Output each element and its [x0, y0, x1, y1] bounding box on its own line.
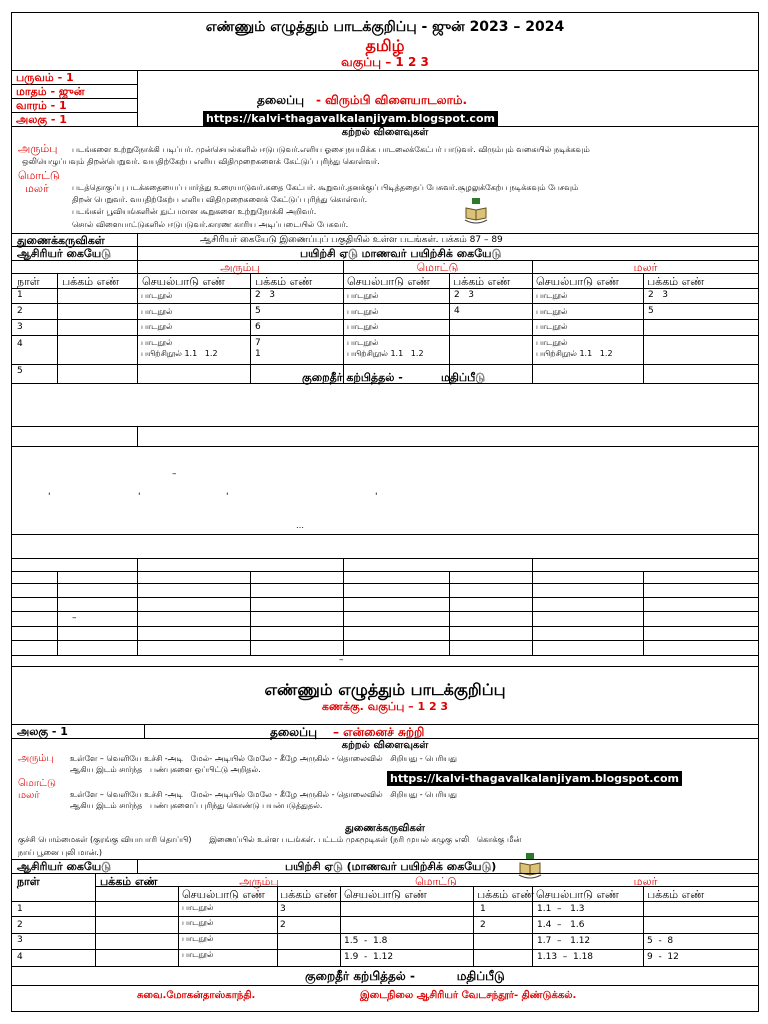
workbook-label: பயிற்சி ஏடு மாணவர் பயிற்சிக் கையேடு	[300, 247, 502, 260]
t2-row4-m-act: 1.9 - 1.12	[344, 952, 394, 962]
col-page-a: பக்கம் எண்	[255, 275, 313, 288]
section2-mottu-line-2: ஆகிய இடம் சார்ந்த பண்புகளைப் புரிந்து கொண்டு பயன்படுத்துதல்.	[70, 801, 323, 810]
t2-level-malar: மலர்	[633, 875, 658, 888]
t1-row4-day: 4	[17, 339, 23, 349]
t1-row4-a-pg: 7	[255, 338, 261, 348]
t2-row3-l-pg: 5 - 8	[647, 936, 674, 946]
t1-row2-a-act: பாடநூல்	[141, 307, 173, 316]
footer-role: இடைநிலை ஆசிரியர் வேடசந்தூர்- திண்டுக்கல்.	[360, 990, 577, 1001]
t1-row4-a-act: பாடநூல்	[141, 338, 173, 347]
t2-col-page-a: பக்கம் எண்	[280, 888, 338, 901]
t2-row1-a-act: பாடநூல்	[182, 903, 214, 912]
t1-remedial: குறைதீர் கற்பித்தல் - மதிப்பீடு	[302, 371, 486, 384]
t1-row1-a-act: பாடநூல்	[141, 291, 173, 300]
topic-value: - விரும்பி விளையாடலாம்.	[316, 93, 468, 107]
topic-label: தலைப்பு	[257, 93, 304, 107]
book-logo	[463, 198, 489, 228]
section2-malar-label: மலர்	[18, 790, 40, 801]
level-mottu: மொட்டு	[416, 261, 459, 274]
t1-row1-a-pg: 2 3	[255, 290, 276, 300]
col-page-m: பக்கம் எண்	[453, 275, 511, 288]
t2-row2-l-act: 1.4 – 1.6	[537, 920, 585, 930]
t2-row3-l-act: 1.7 – 1.12	[537, 936, 591, 946]
col-activity-l: செயல்பாடு எண்	[536, 275, 620, 288]
section2-arumbu-line-2: ஆகிய இடம் சார்ந்த பண்புகளை ஒப்பிட்டு அறிதல்.	[70, 765, 261, 774]
section2-arumbu-label: அரும்பு	[18, 753, 54, 764]
t1-row3-a-act: பாடநூல்	[141, 322, 173, 331]
section2-aids-line-1: குச்சி பொம்மைகள் (குரங்கு வியாபாரி தொப்பி) இணைப்பில் உள்ள படங்கள். பட்டம் முகமூடிகள் (நரி முயல் கழுகு எலி கொக்கு மீன்	[18, 835, 522, 844]
mottu-line-2: திறன் பெறுவர். வயதிற்கேற்ப எளிய விதிமுறைகளைக் கேட்டுப் புரிந்து கொள்வர்.	[72, 195, 368, 204]
stray-mark-1: '	[48, 492, 51, 502]
arumbu-line-1: படங்களை உற்றுநோக்கி படிப்பர். முன்செயல்களில் ஈடுபடுவர்.எளிய ஓசை நயமிக்க பாடலைக்கேட்பர் பாடுவர். விரும்பும் வகையில் நடிக்கவும்	[72, 145, 590, 154]
grade-label: வகுப்பு – 1 2 3	[341, 55, 429, 69]
t2-col-day: நாள்	[17, 875, 40, 888]
col-day: நாள்	[17, 275, 40, 288]
blog-url[interactable]: https://kalvi-thagavalkalanjiyam.blogspot.com	[203, 111, 498, 126]
t2-row3-m-act: 1.5 - 1.8	[344, 936, 388, 946]
t1-row3-m-act: பாடநூல்	[347, 322, 379, 331]
t1-row2-a-pg: 5	[255, 306, 261, 316]
t2-col-activity-l: செயல்பாடு எண்	[536, 888, 620, 901]
learning-heading: கற்றல் விளைவுகள்	[341, 127, 429, 138]
subject-title: தமிழ்	[365, 36, 405, 55]
meta-term: பருவம் - 1	[16, 71, 74, 84]
t2-row1-l-act: 1.1 – 1.3	[537, 904, 585, 914]
t1-row2-day: 2	[17, 306, 23, 316]
t1-row5-day: 5	[17, 366, 23, 376]
t2-col-page-m: பக்கம் எண்	[477, 888, 535, 901]
t2-row2-day: 2	[17, 920, 23, 930]
section2-mottu-label: மொட்டு	[18, 778, 56, 789]
t2-col-activity-m: செயல்பாடு எண்	[344, 888, 428, 901]
t1-row2-l-pg: 5	[648, 306, 654, 316]
section2-aids-heading: துணைக்கருவிகள்	[345, 823, 425, 834]
meta-unit: அலகு - 1	[16, 113, 67, 126]
t1-row1-m-act: பாடநூல்	[347, 291, 379, 300]
arumbu-label: அரும்பு	[18, 142, 58, 155]
t1-row4-m-act2: பயிற்சிநூல் 1.1 1.2	[347, 349, 424, 358]
t2-row2-a-act: பாடநூல்	[182, 918, 214, 927]
t2-row3-a-act: பாடநூல்	[182, 934, 214, 943]
col-page-l: பக்கம் எண்	[647, 275, 705, 288]
mottu-line-3: படங்கள் பூவியங்களின் நுட்பமான கூறுகளை உற்றுநோக்கி அறிவர்.	[72, 207, 317, 216]
t1-row4-a-pg2: 1	[255, 349, 261, 359]
section2-blog-url[interactable]: https://kalvi-thagavalkalanjiyam.blogspot.com	[387, 771, 682, 786]
col-activity-a: செயல்பாடு எண்	[142, 275, 226, 288]
t1-row1-day: 1	[17, 290, 23, 300]
section2-arumbu-line-1: உள்ளே – வெளியே உச்சி -அடி மேல்- அடியில் மேலே - கீழே அருகில் - தொலைவில் சிறியது - பெரியது	[70, 754, 457, 763]
t2-level-mottu: மொட்டு	[415, 875, 457, 888]
t1-row2-m-act: பாடநூல்	[347, 307, 379, 316]
t1-row1-m-pg: 2 3	[454, 290, 475, 300]
arumbu-line-2: ஒலியெழுப்பவும் திறன்பெறுவர். வயதிற்கேற்ப எளிய விதிமுறைகளைக் கேட்டுப் புரிந்து கொள்வர்.	[22, 157, 380, 166]
t2-col-activity-a: செயல்பாடு எண்	[182, 888, 266, 901]
malar-label: மலர்	[25, 182, 49, 195]
section2-topic-value: – என்னைச் சுற்றி	[333, 725, 425, 739]
col-page: பக்கம் எண்	[62, 275, 120, 288]
section2-topic-label: தலைப்பு	[270, 725, 317, 739]
t1-row4-m-act: பாடநூல்	[347, 338, 379, 347]
t2-col-page-l: பக்கம் எண்	[647, 888, 705, 901]
t2-row2-m-pg: 2	[480, 920, 486, 930]
t2-row1-m-pg: 1	[480, 904, 486, 914]
section2-title: எண்ணும் எழுத்தும் பாடக்குறிப்பு	[264, 680, 506, 699]
footer-author: சுவை.மோகன்தாஸ்காந்தி.	[137, 990, 256, 1001]
t2-level-arumbu: அரும்பு	[239, 875, 279, 888]
t2-row4-l-pg: 9 - 12	[647, 952, 679, 962]
section2-learning-heading: கற்றல் விளைவுகள்	[341, 740, 429, 751]
mottu-line-4: சொல் விளையாட்டுகளில் ஈடுபடுவர்.காரண காரிய அடிப்படையில் பேசுவர்.	[72, 220, 349, 229]
t2-remedial: குறைதீர் கற்பித்தல் - மதிப்பீடு	[305, 969, 505, 983]
aids-value: ஆசிரியர் கையேடு இணைப்புப் பகுதியில் உள்ள படங்கள். பக்கம் 87 – 89	[200, 235, 503, 245]
t1-row4-l-act: பாடநூல்	[536, 338, 568, 347]
col-activity-m: செயல்பாடு எண்	[347, 275, 431, 288]
stray-mark-3: '	[226, 492, 229, 502]
stray-ellipsis: …	[296, 521, 304, 530]
meta-week: வாரம் - 1	[16, 99, 67, 112]
t2-row1-day: 1	[17, 904, 23, 914]
stray-mark-4: '	[375, 492, 378, 502]
aids-label: துணைக்கருவிகள்	[17, 234, 105, 247]
t2-row4-a-act: பாடநூல்	[182, 950, 214, 959]
stray-dash-1: –	[172, 469, 177, 479]
section2-aids-line-2: நாய் பூனை புலி மான்.)	[18, 848, 103, 857]
section2-workbook: பயிற்சி ஏடு (மாணவர் பயிற்சிக் கையேடு)	[285, 860, 497, 873]
section2-teacher-guide: ஆசிரியர் கையேடு	[17, 860, 111, 873]
t1-row2-l-act: பாடநூல்	[536, 307, 568, 316]
mottu-label: மொட்டு	[18, 169, 60, 182]
section2-unit: அலகு - 1	[17, 725, 68, 738]
meta-month: மாதம் - ஜுன்	[16, 85, 85, 98]
t1-row4-a-act2: பயிற்சிநூல் 1.1 1.2	[141, 349, 218, 358]
t1-row2-m-pg: 4	[454, 306, 460, 316]
t2-col-page: பக்கம் எண்	[100, 875, 158, 888]
t1-row1-l-act: பாடநூல்	[536, 291, 568, 300]
section2-subtitle: கணக்கு. வகுப்பு – 1 2 3	[321, 700, 449, 713]
stray-mark-2: '	[138, 492, 141, 502]
t1-row3-a-pg: 6	[255, 322, 261, 332]
t1-row3-day: 3	[17, 322, 23, 332]
t1-row3-l-act: பாடநூல்	[536, 322, 568, 331]
t1-row1-l-pg: 2 3	[648, 290, 669, 300]
level-arumbu: அரும்பு	[220, 261, 260, 274]
t2-row3-day: 3	[17, 935, 23, 945]
page-title: எண்ணும் எழுத்தும் பாடக்குறிப்பு - ஜுன் 2023 – 2024	[205, 19, 565, 35]
stray-dash-3: –	[339, 655, 344, 665]
stray-dash-2: –	[72, 613, 77, 623]
section2-mottu-line-1: உள்ளே – வெளியே உச்சி -அடி மேல்- அடியில் மேலே - கீழே அருகில் - தொலைவில் சிறியது - பெரியது	[70, 790, 457, 799]
t2-row2-a-pg: 2	[280, 920, 286, 930]
t2-row4-l-act: 1.13 – 1.18	[537, 952, 594, 962]
t2-row4-day: 4	[17, 952, 23, 962]
t1-row4-l-act2: பயிற்சிநூல் 1.1 1.2	[536, 349, 613, 358]
mottu-line-1: படத்தொகுப்பு படக்கதையைப் பார்த்து உரையாடுவர்.கதை கேட்பர். கூறுவர்.தனக்குப் பிடித்ததைப் பேசுவர்.சூழலுக்கேற்ப நடிக்கவும் பேசவும்	[72, 183, 579, 192]
t2-row1-a-pg: 3	[280, 904, 286, 914]
level-malar: மலர்	[633, 261, 658, 274]
teacher-guide-label: ஆசிரியர் கையேடு	[17, 247, 111, 260]
